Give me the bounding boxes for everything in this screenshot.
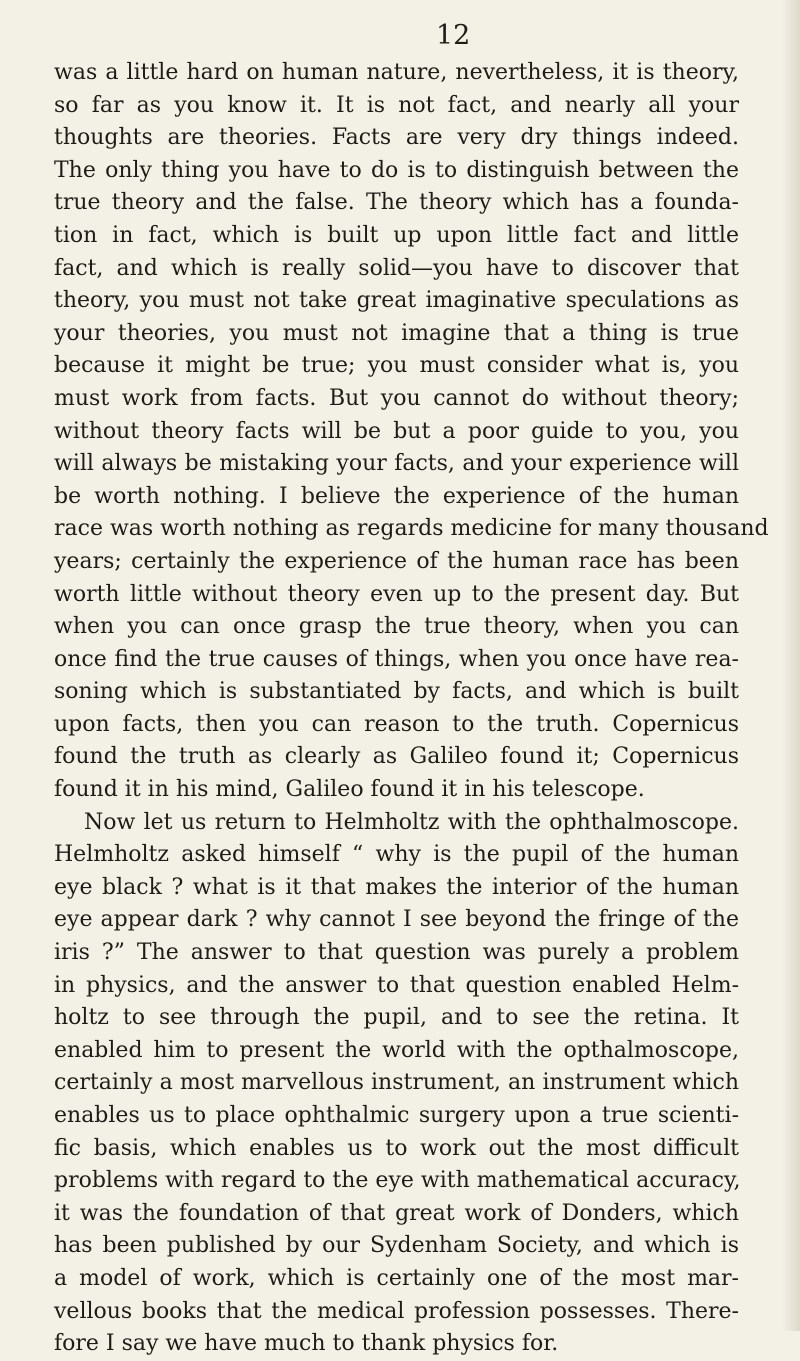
text-line: found the truth as clearly as Galileo found it; Copernicus bbox=[54, 744, 739, 770]
text-line: a model of work, which is certainly one of the most mar- bbox=[54, 1265, 739, 1291]
text-line: soning which is substantiated by facts, and which is built bbox=[54, 679, 739, 705]
text-line: Now let us return to Helmholtz with the ophthalmoscope. bbox=[84, 809, 739, 835]
text-line: enables us to place ophthalmic surgery upon a true scienti- bbox=[54, 1103, 739, 1128]
text-line: without theory facts will be but a poor guide to you, you bbox=[54, 418, 739, 444]
text-line: will always be mistaking your facts, and your experience will bbox=[54, 451, 739, 477]
text-line: The only thing you have to do is to distinguish between the bbox=[54, 157, 739, 183]
paragraph-1 bbox=[54, 57, 769, 807]
text-line: eye black ? what is it that makes the interior of the human bbox=[54, 874, 739, 900]
text-line: must work from facts. But you cannot do without theory; bbox=[54, 385, 739, 411]
text-line: upon facts, then you can reason to the truth. Copernicus bbox=[54, 711, 739, 737]
text-line: fore I say we have much to thank physics for. bbox=[54, 1331, 559, 1357]
text-line: Helmholtz asked himself “ why is the pupil of the human bbox=[54, 842, 739, 868]
paragraph-2 bbox=[54, 807, 739, 1361]
text-line: fact, and which is really solid—you have to discover that bbox=[54, 255, 739, 281]
text-line: worth little without theory even up to the present day. But bbox=[54, 581, 739, 607]
text-line: found it in his mind, Galileo found it in his telescope. bbox=[54, 777, 645, 803]
text-line: once find the true causes of things, when you once have rea- bbox=[54, 646, 739, 672]
text-line: thoughts are theories. Facts are very dry things indeed. bbox=[54, 125, 739, 151]
text-line: race was worth nothing as regards medicine for many thousand bbox=[54, 516, 769, 542]
text-line: so far as you know it. It is not fact, and nearly all your bbox=[54, 92, 739, 118]
text-line: it was the foundation of that great work of Donders, which bbox=[54, 1200, 739, 1226]
text-line: years; certainly the experience of the human race has been bbox=[54, 548, 739, 574]
text-line: enabled him to present the world with the opthalmoscope, bbox=[54, 1037, 739, 1063]
text-line: holtz to see through the pupil, and to see the retina. It bbox=[54, 1005, 739, 1031]
text-line: because it might be true; you must consider what is, you bbox=[54, 353, 739, 379]
text-line: problems with regard to the eye with mathematical accuracy, bbox=[54, 1168, 741, 1194]
text-line: theory, you must not take great imaginative speculations as bbox=[54, 288, 739, 314]
text-line: was a little hard on human nature, nevertheless, it is theory, bbox=[54, 60, 739, 85]
text-line: tion in fact, which is built up upon little fact and little bbox=[54, 222, 739, 248]
text-line: when you can once grasp the true theory, when you can bbox=[54, 614, 739, 640]
text-line: vellous books that the medical profession possesses. There- bbox=[54, 1298, 739, 1324]
text-line: your theories, you must not imagine that a thing is true bbox=[54, 320, 739, 346]
text-line: eye appear dark ? why cannot I see beyond the fringe of the bbox=[54, 907, 739, 933]
page-edge-shadow bbox=[782, 0, 800, 1331]
text-line: certainly a most marvellous instrument, an instrument which bbox=[54, 1070, 739, 1096]
text-line: true theory and the false. The theory which has a founda- bbox=[54, 190, 739, 216]
page-text bbox=[54, 57, 769, 1361]
text-line: be worth nothing. I believe the experience of the human bbox=[54, 483, 739, 509]
page-number: 12 bbox=[436, 20, 471, 51]
text-line: fic basis, which enables us to work out the most difficult bbox=[54, 1135, 739, 1161]
text-line: iris ?” The answer to that question was purely a problem bbox=[54, 940, 739, 966]
text-line: has been published by our Sydenham Society, and which is bbox=[54, 1233, 739, 1259]
text-line: in physics, and the answer to that question enabled Helm- bbox=[54, 972, 739, 998]
